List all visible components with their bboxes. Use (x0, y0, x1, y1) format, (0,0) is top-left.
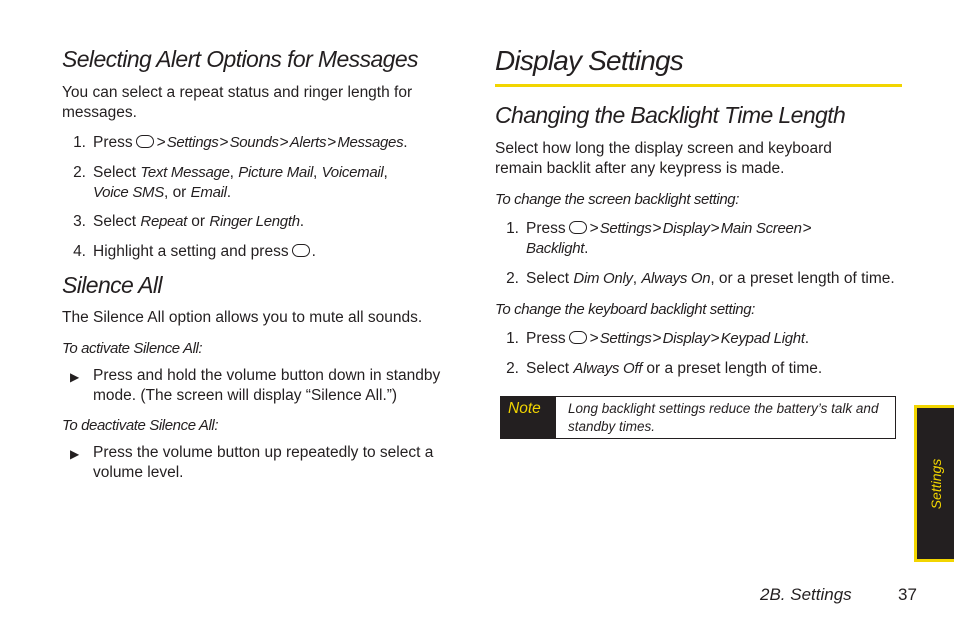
section-side-tab (914, 405, 954, 562)
triangle-bullet-icon: ▶ (70, 370, 80, 384)
heading-alert-options: Selecting Alert Options for Messages (62, 46, 418, 72)
title-rule (495, 84, 902, 87)
heading-silence-all: Silence All (62, 272, 162, 298)
step-2: 2. Select Text Message, Picture Mail, Voicemail, Voice SMS, or Email. (73, 164, 388, 201)
note-label: Note (501, 397, 556, 438)
note-box (500, 396, 896, 439)
menu-key-icon (569, 221, 587, 234)
triangle-bullet-icon: ▶ (70, 447, 80, 461)
menu-key-icon (292, 244, 310, 257)
intro-backlight: Select how long the display screen and keyboard remain backlit after any keypress is made. (495, 140, 832, 177)
proc-keyboard-backlight: To change the keyboard backlight setting: (495, 301, 755, 318)
page-title: Display Settings (495, 45, 683, 76)
proc-activate: To activate Silence All: (62, 340, 203, 357)
bullet-activate: ▶ Press and hold the volume button down in standby mode. (The screen will display “Silence All.”) (70, 367, 441, 404)
intro-silence-all: The Silence All option allows you to mute all sounds. (62, 309, 423, 326)
side-tab-label: Settings (927, 458, 944, 509)
menu-key-icon (136, 135, 154, 148)
heading-backlight: Changing the Backlight Time Length (495, 102, 846, 128)
intro-alert-options: You can select a repeat status and ringer length for messages. (62, 84, 413, 121)
page-number: 37 (898, 585, 917, 604)
footer-section: 2B. Settings (760, 585, 852, 604)
proc-screen-backlight: To change the screen backlight setting: (495, 191, 740, 208)
proc-deactivate: To deactivate Silence All: (62, 417, 219, 434)
bullet-deactivate: ▶ Press the volume button up repeatedly to select a volume level. (70, 444, 434, 481)
note-text: Long backlight settings reduce the battery’s talk and standby times. (568, 401, 879, 434)
screen-step-1: 1. Press >Settings>Display>Main Screen> Backlight. (506, 220, 812, 257)
menu-key-icon (569, 331, 587, 344)
